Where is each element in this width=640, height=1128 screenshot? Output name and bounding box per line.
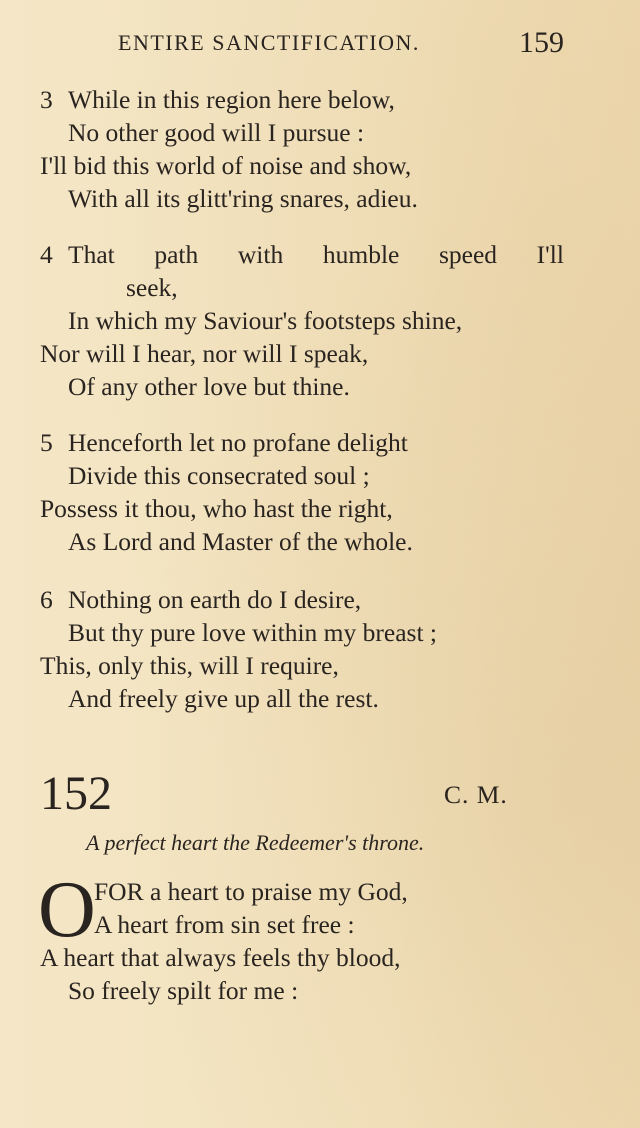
verse-4-line-2: In which my Saviour's footsteps shine, <box>68 306 463 335</box>
verse-4-line-1-cont: seek, <box>126 273 178 302</box>
verse-6-line-3: This, only this, will I require, <box>40 651 339 680</box>
hymn-number: 152 <box>40 767 112 820</box>
running-head <box>118 26 566 60</box>
verse-5-line-2: Divide this consecrated soul ; <box>68 461 370 490</box>
verse-number: 6 <box>40 585 53 614</box>
verse-4-line-4: Of any other love but thine. <box>68 372 350 401</box>
verse-number-and-word <box>40 239 115 271</box>
verse-6-line-2: But thy pure love within my breast ; <box>68 618 437 647</box>
drop-cap: O <box>38 866 96 954</box>
word: I'll <box>536 240 564 269</box>
verse-line-text: Henceforth let no profane delight <box>68 428 408 457</box>
verse-5-line-1 <box>40 427 408 459</box>
verse-3-line-1 <box>40 84 395 116</box>
verse-number: 5 <box>40 428 53 457</box>
word: path <box>154 240 199 269</box>
hymn-meter: C. M. <box>444 780 508 809</box>
verse-5-line-3: Possess it thou, who hast the right, <box>40 494 393 523</box>
hymn-line-4: So freely spilt for me : <box>68 976 299 1005</box>
hymn-line-2: A heart from sin set free : <box>94 910 355 939</box>
page-number: 159 <box>519 26 564 59</box>
word: with <box>237 240 284 269</box>
verse-4-line-1 <box>40 239 564 271</box>
verse-5-line-4: As Lord and Master of the whole. <box>68 527 413 556</box>
word: humble <box>322 240 400 269</box>
verse-6-line-1 <box>40 584 361 616</box>
hymn-line-3: A heart that always feels thy blood, <box>40 943 401 972</box>
verse-4-line-3: Nor will I hear, nor will I speak, <box>40 339 369 368</box>
verse-line-text: While in this region here below, <box>68 85 395 114</box>
verse-3-line-3: I'll bid this world of noise and show, <box>40 151 412 180</box>
verse-6-line-4: And freely give up all the rest. <box>68 684 379 713</box>
word: speed <box>438 240 498 269</box>
verse-number: 3 <box>40 85 53 114</box>
running-title: ENTIRE SANCTIFICATION. <box>118 30 420 55</box>
verse-number: 4 <box>40 240 53 269</box>
word: That <box>68 240 115 269</box>
verse-line-text: Nothing on earth do I desire, <box>68 585 362 614</box>
verse-3-line-2: No other good will I pursue : <box>68 118 365 147</box>
hymn-line-1: FOR a heart to praise my God, <box>94 877 408 906</box>
verse-3-line-4: With all its glitt'ring snares, adieu. <box>68 184 418 213</box>
hymn-subtitle: A perfect heart the Redeemer's throne. <box>86 830 425 855</box>
